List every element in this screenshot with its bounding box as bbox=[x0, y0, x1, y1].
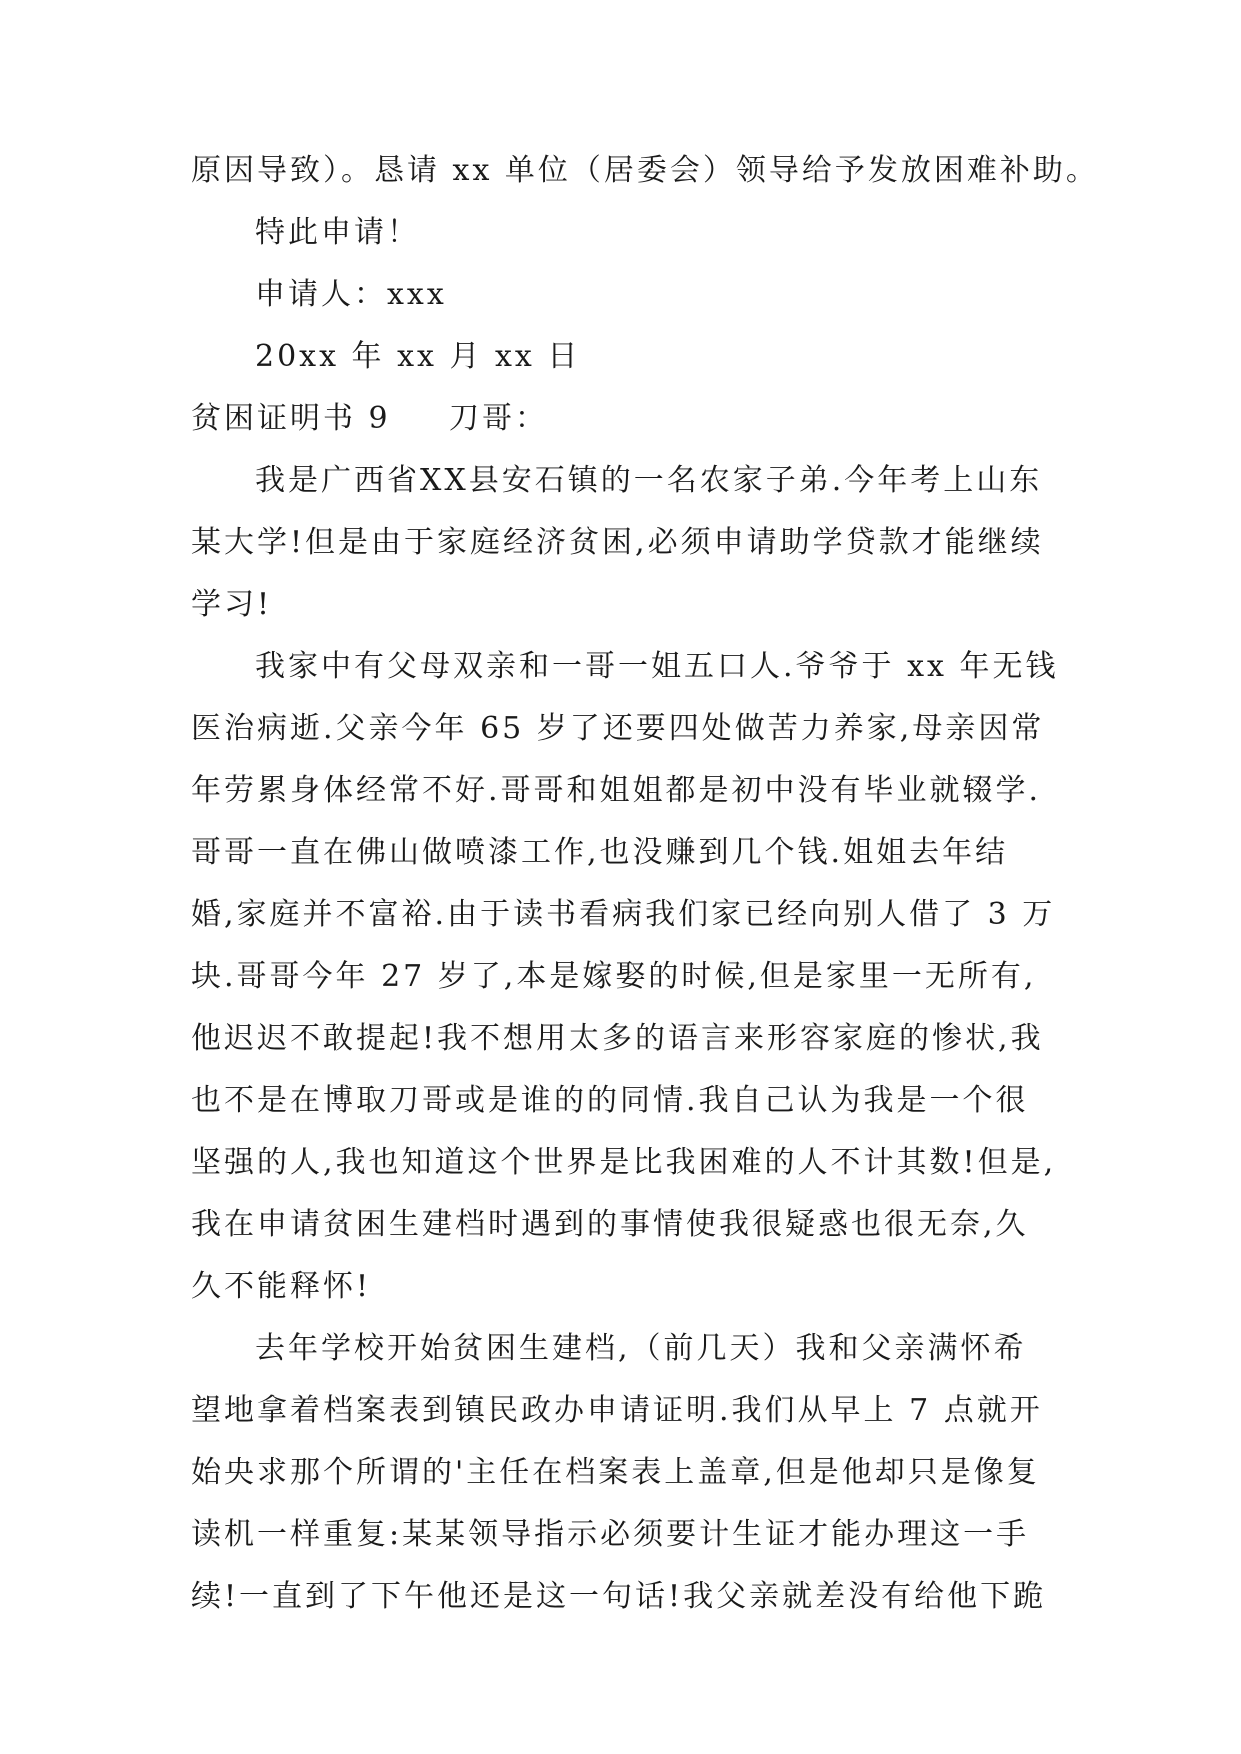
text-line: 也不是在博取刀哥或是谁的的同情.我自己认为我是一个很 bbox=[191, 1083, 1029, 1118]
salutation: 刀哥： bbox=[449, 401, 548, 436]
text-line: 原因导致）。恳请 xx 单位（居委会）领导给予发放困难补助。 bbox=[191, 153, 1099, 188]
text-line: 续!一直到了下午他还是这一句话!我父亲就差没有给他下跪 bbox=[191, 1579, 1047, 1614]
text-line: 我在申请贫困生建档时遇到的事情使我很疑惑也很无奈,久 bbox=[191, 1207, 1029, 1242]
text-line: 我是广西省XX县安石镇的一名农家子弟.今年考上山东 bbox=[255, 463, 1043, 498]
text-line: 申请人：xxx bbox=[255, 277, 447, 312]
section-title: 贫困证明书 9 bbox=[191, 401, 391, 436]
text-line: 读机一样重复:某某领导指示必须要计生证才能办理这一手 bbox=[191, 1517, 1030, 1552]
text-line: 坚强的人,我也知道这个世界是比我困难的人不计其数!但是, bbox=[191, 1145, 1057, 1180]
text-line: 年劳累身体经常不好.哥哥和姐姐都是初中没有毕业就辍学. bbox=[191, 773, 1042, 808]
text-line: 块.哥哥今年 27 岁了,本是嫁娶的时候,但是家里一无所有, bbox=[191, 959, 1037, 994]
text-line: 婚,家庭并不富裕.由于读书看病我们家已经向别人借了 3 万 bbox=[191, 897, 1056, 932]
text-line: 哥哥一直在佛山做喷漆工作,也没赚到几个钱.姐姐去年结 bbox=[191, 835, 1009, 870]
text-line: 学习! bbox=[191, 587, 273, 622]
text-line: 我家中有父母双亲和一哥一姐五口人.爷爷于 xx 年无钱 bbox=[255, 649, 1059, 684]
text-line: 特此申请！ bbox=[255, 215, 420, 250]
text-line: 望地拿着档案表到镇民政办申请证明.我们从早上 7 点就开 bbox=[191, 1393, 1043, 1428]
text-line: 某大学!但是由于家庭经济贫困,必须申请助学贷款才能继续 bbox=[191, 525, 1044, 560]
text-line: 20xx 年 xx 月 xx 日 bbox=[255, 339, 581, 374]
text-line: 医治病逝.父亲今年 65 岁了还要四处做苦力养家,母亲因常 bbox=[191, 711, 1045, 746]
text-line: 他迟迟不敢提起!我不想用太多的语言来形容家庭的惨状,我 bbox=[191, 1021, 1044, 1056]
text-line: 久不能释怀! bbox=[191, 1269, 372, 1304]
text-line: 始央求那个所谓的'主任在档案表上盖章,但是他却只是像复 bbox=[191, 1455, 1040, 1490]
text-line: 去年学校开始贫困生建档,（前几天）我和父亲满怀希 bbox=[255, 1331, 1027, 1366]
